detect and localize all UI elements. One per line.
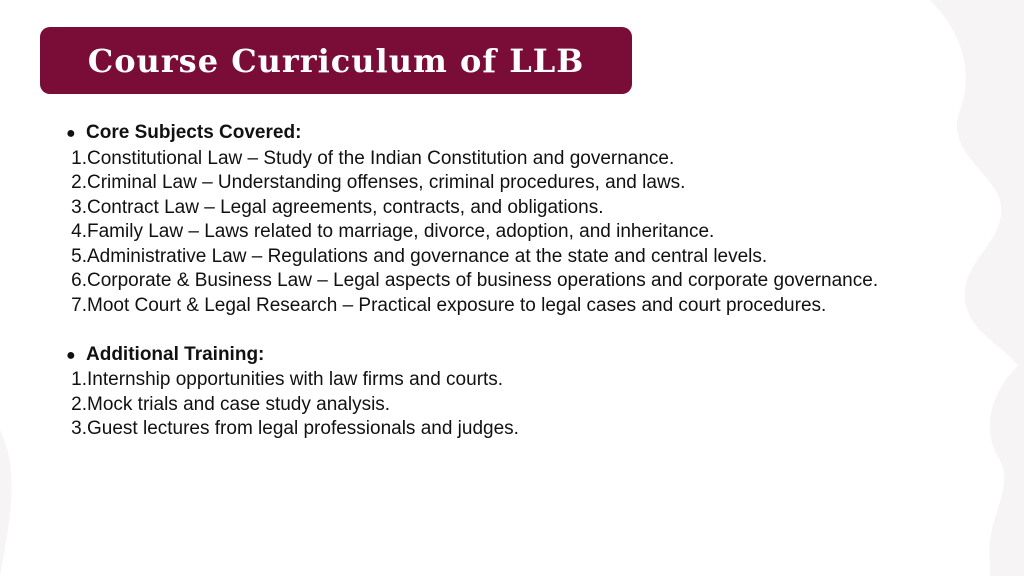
additional-training-section [66,343,978,442]
item-number: 1. [71,147,87,169]
list-item [66,417,978,442]
curriculum-content [66,121,978,466]
item-text: Guest lectures from legal professionals and judges. [87,418,519,439]
list-item [66,147,978,172]
page-title: Course Curriculum of LLB [87,41,585,80]
additional-training-heading: Additional Training: [86,343,265,365]
item-number: 5. [71,245,87,267]
item-number: 2. [71,172,87,193]
bullet-icon: ● [66,346,76,364]
item-text: Moot Court & Legal Research – Practical exposure to legal cases and court procedures. [87,294,827,316]
list-item [66,393,978,418]
item-number: 4. [71,221,87,242]
item-text: Corporate & Business Law – Legal aspects of business operations and corporate governance. [87,270,879,291]
bullet-icon: ● [66,125,76,142]
list-item [66,171,978,196]
item-text: Contract Law – Legal agreements, contracts, and obligations. [87,196,604,218]
item-text: Constitutional Law – Study of the Indian Constitution and governance. [87,147,675,169]
section-heading [66,121,978,147]
list-item [66,196,978,221]
item-text: Internship opportunities with law firms and courts. [87,369,504,390]
item-number: 6. [71,270,87,291]
core-subjects-heading: Core Subjects Covered: [86,122,302,143]
item-number: 7. [71,294,87,316]
item-text: Criminal Law – Understanding offenses, criminal procedures, and laws. [87,172,686,193]
core-subjects-section [66,121,978,318]
item-text: Family Law – Laws related to marriage, divorce, adoption, and inheritance. [87,221,715,242]
item-number: 1. [71,369,87,390]
item-text: Administrative Law – Regulations and governance at the state and central levels. [87,245,768,267]
list-item [66,220,978,245]
list-item [66,269,978,294]
item-number: 3. [71,418,87,439]
item-number: 3. [71,196,87,218]
list-item [66,245,978,270]
item-number: 2. [71,393,87,415]
list-item [66,368,978,393]
additional-training-list [66,368,978,442]
item-text: Mock trials and case study analysis. [87,393,391,415]
core-subjects-list [66,147,978,319]
section-heading [66,343,978,369]
title-banner [40,27,632,94]
list-item [66,294,978,319]
